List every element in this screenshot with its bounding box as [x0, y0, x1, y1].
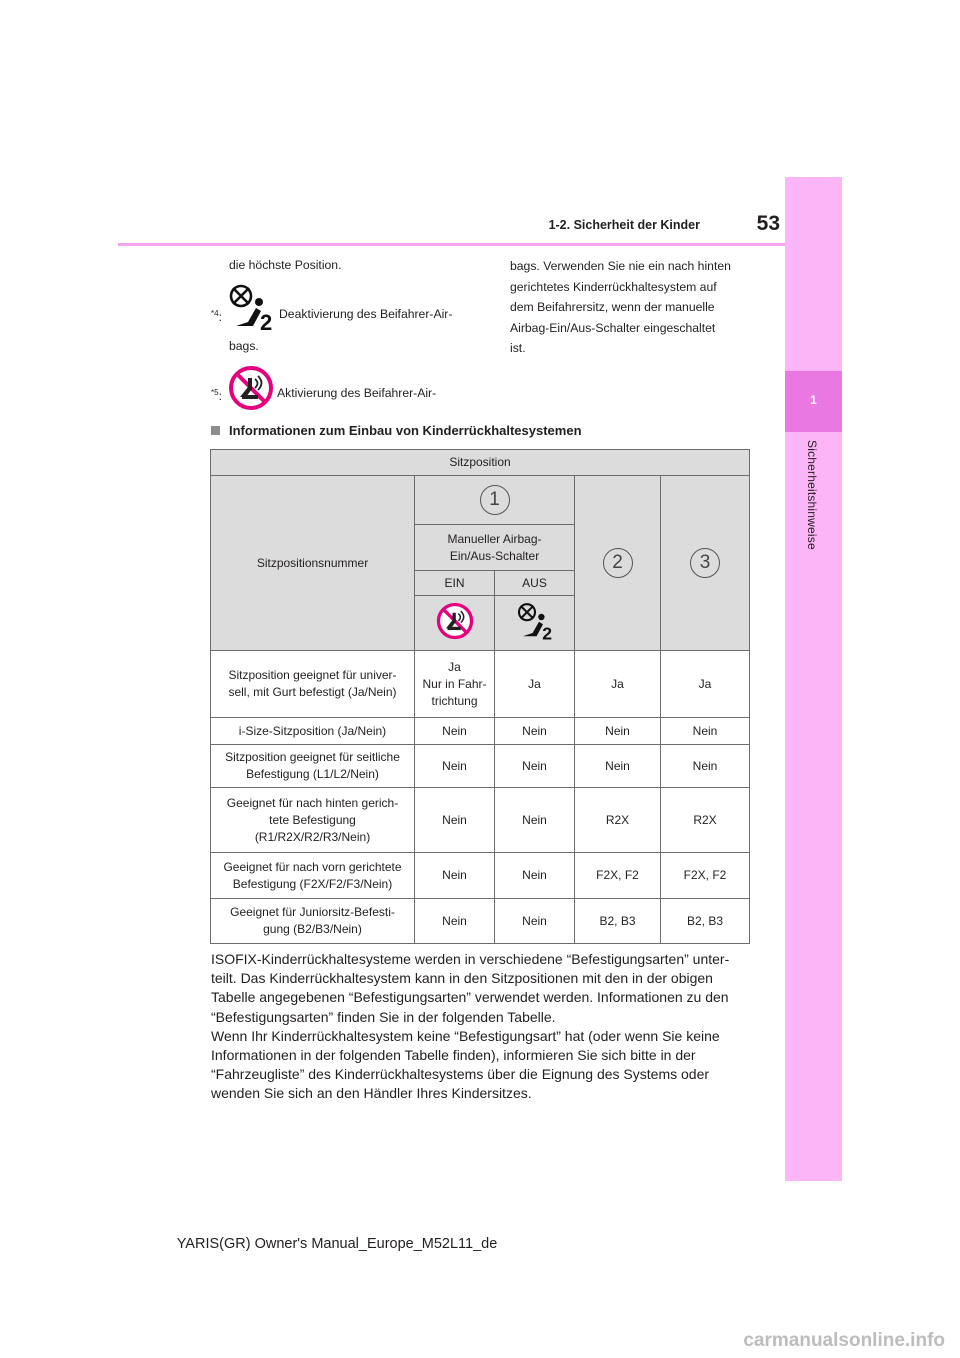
- table-cell: Nein: [495, 899, 575, 944]
- row-label-booster: [211, 899, 415, 944]
- body-line: wenden Sie sich an den Händler Ihres Kindersitzes.: [211, 1085, 532, 1102]
- cell-line: Ja: [448, 659, 461, 674]
- cell-universal-p3: Ja: [661, 651, 750, 718]
- row-label-line: Geeignet für nach vorn gerichtete: [223, 859, 402, 874]
- row-label-line: Befestigung (F2X/F2/F3/Nein): [232, 876, 393, 891]
- switch-label-cell: [415, 525, 575, 571]
- header-rule: [118, 243, 786, 246]
- footnote-5-sup: *5: [211, 388, 219, 397]
- row-label-line: sell, mit Gurt befestigt (Ja/Nein): [228, 685, 397, 699]
- switch-on-label: EIN: [415, 571, 495, 596]
- table-cell: B2, B3: [575, 899, 661, 944]
- table-cell: F2X, F2: [661, 853, 750, 899]
- body-line: “Befestigungsarten” finden Sie in der folgenden Tabelle.: [211, 1008, 556, 1025]
- table-cell: Nein: [575, 718, 661, 745]
- row-label-line: (R1/R2X/R2/R3/Nein): [254, 829, 371, 844]
- row-label-line: gung (B2/B3/Nein): [263, 922, 362, 936]
- switch-label-line: Ein/Aus-Schalter: [449, 548, 540, 563]
- row-label-universal: [211, 651, 415, 718]
- airbag-off-icon: [515, 601, 555, 641]
- position-1-cell: [415, 476, 575, 525]
- footnote-4-sup: *4: [211, 309, 219, 318]
- section-title: 1-2. Sicherheit der Kinder: [548, 218, 700, 232]
- chapter-title: [785, 440, 842, 570]
- table-cell: Nein: [415, 718, 495, 745]
- side-tab-strip: [785, 177, 842, 1181]
- table-cell: B2, B3: [661, 899, 750, 944]
- body-line: teilt. Das Kinderrückhaltesystem kann in den Sitzpositionen mit den in der obigen: [211, 970, 713, 987]
- footnote-4-cont: bags.: [229, 339, 259, 353]
- svg-text:2: 2: [260, 310, 273, 332]
- table-cell: Nein: [575, 745, 661, 788]
- footer-manual-id: YARIS(GR) Owner's Manual_Europe_M52L11_de: [176, 1236, 498, 1252]
- body-line: Tabelle angegebenen “Befestigungsarten” verwendet werden. Informationen zu den: [211, 989, 729, 1006]
- body-line: ISOFIX-Kinderrückhaltesysteme werden in verschiedene “Befestigungsarten” unter-: [211, 951, 730, 967]
- table-cell: Nein: [495, 718, 575, 745]
- text-line: Airbag-Ein/Aus-Schalter eingeschaltet: [510, 320, 716, 335]
- switch-off-label: AUS: [495, 571, 575, 596]
- airbag-off-icon-cell: [495, 596, 575, 651]
- position-1-number: 1: [480, 485, 510, 515]
- row-label-line: tete Befestigung: [269, 812, 356, 827]
- position-3-cell: [661, 476, 750, 651]
- continued-text: die höchste Position.: [229, 258, 342, 272]
- row-header-position-number: Sitzpositionsnummer: [211, 476, 415, 651]
- row-label-rearward: [211, 788, 415, 853]
- airbag-on-icon: [228, 365, 274, 411]
- cell-universal-off: Ja: [495, 651, 575, 718]
- table-cell: Nein: [495, 788, 575, 853]
- table-cell: Nein: [495, 745, 575, 788]
- text-line: bags. Verwenden Sie nie ein nach hinten: [510, 259, 731, 273]
- seat-position-table: [210, 449, 750, 944]
- footnote-5-text: Aktivierung des Beifahrer-Air-: [277, 386, 437, 400]
- row-label-forward: [211, 853, 415, 899]
- right-column-text: [510, 256, 760, 359]
- position-3-number: 3: [690, 548, 720, 578]
- body-line: Wenn Ihr Kinderrückhaltesystem keine “Befestigungsart” hat (oder wenn Sie keine: [211, 1027, 720, 1044]
- row-label-line: Sitzposition geeignet für univer-: [228, 668, 397, 682]
- row-label-line: Geeignet für Juniorsitz-Befesti-: [230, 905, 395, 919]
- footnote-5-marker: $^{*5}$:: [211, 388, 222, 404]
- cell-line: Nur in Fahr-: [422, 676, 487, 691]
- table-cell: Nein: [661, 745, 750, 788]
- chapter-number: 1: [810, 393, 817, 407]
- table-top-header: Sitzposition: [211, 450, 750, 476]
- table-cell: F2X, F2: [575, 853, 661, 899]
- table-cell: Nein: [415, 788, 495, 853]
- airbag-on-icon: [436, 602, 474, 640]
- watermark: carmanualsonline.info: [743, 1330, 945, 1351]
- cell-line: trichtung: [431, 693, 478, 708]
- airbag-on-icon-cell: [415, 596, 495, 651]
- row-label-line: Sitzposition geeignet für seitliche: [225, 750, 400, 764]
- table-cell: Nein: [415, 853, 495, 899]
- table-cell: Nein: [495, 853, 575, 899]
- row-label-lateral: [211, 745, 415, 788]
- row-label-line: Befestigung (L1/L2/Nein): [246, 767, 379, 781]
- footnote-4-marker: $^{*4}$:: [211, 309, 222, 325]
- footnote-4-text: Deaktivierung des Beifahrer-Air-: [279, 307, 453, 321]
- position-2-cell: [575, 476, 661, 651]
- text-line: dem Beifahrersitz, wenn der manuelle: [510, 300, 715, 314]
- heading-bullet: [211, 426, 220, 435]
- section-heading: Informationen zum Einbau von Kinderrückhaltesystemen: [229, 423, 582, 438]
- body-line: “Fahrzeugliste” des Kinderrückhaltesystems über die Eignung des Systems oder: [211, 1066, 710, 1083]
- airbag-off-icon: [226, 282, 276, 332]
- svg-text:2: 2: [541, 622, 552, 641]
- text-line: gerichtetes Kinderrückhaltesystem auf: [510, 279, 717, 294]
- text-line: ist.: [510, 341, 526, 355]
- table-cell: R2X: [661, 788, 750, 853]
- row-label-isize: i-Size-Sitzposition (Ja/Nein): [211, 718, 415, 745]
- chapter-title-text: Sicherheitshinweise: [805, 440, 819, 550]
- row-label-line: Geeignet für nach hinten gerich-: [226, 795, 399, 810]
- table-cell: Nein: [415, 745, 495, 788]
- table-cell: R2X: [575, 788, 661, 853]
- page-number: 53: [756, 212, 780, 235]
- table-cell: Nein: [415, 899, 495, 944]
- body-text: [211, 950, 751, 1104]
- switch-label-line: Manueller Airbag-: [447, 531, 542, 546]
- table-cell: Nein: [661, 718, 750, 745]
- position-2-number: 2: [603, 548, 633, 578]
- cell-universal-on: [415, 651, 495, 718]
- cell-universal-p2: Ja: [575, 651, 661, 718]
- body-line: Informationen in der folgenden Tabelle finden), informieren Sie sich bitte in der: [211, 1047, 696, 1064]
